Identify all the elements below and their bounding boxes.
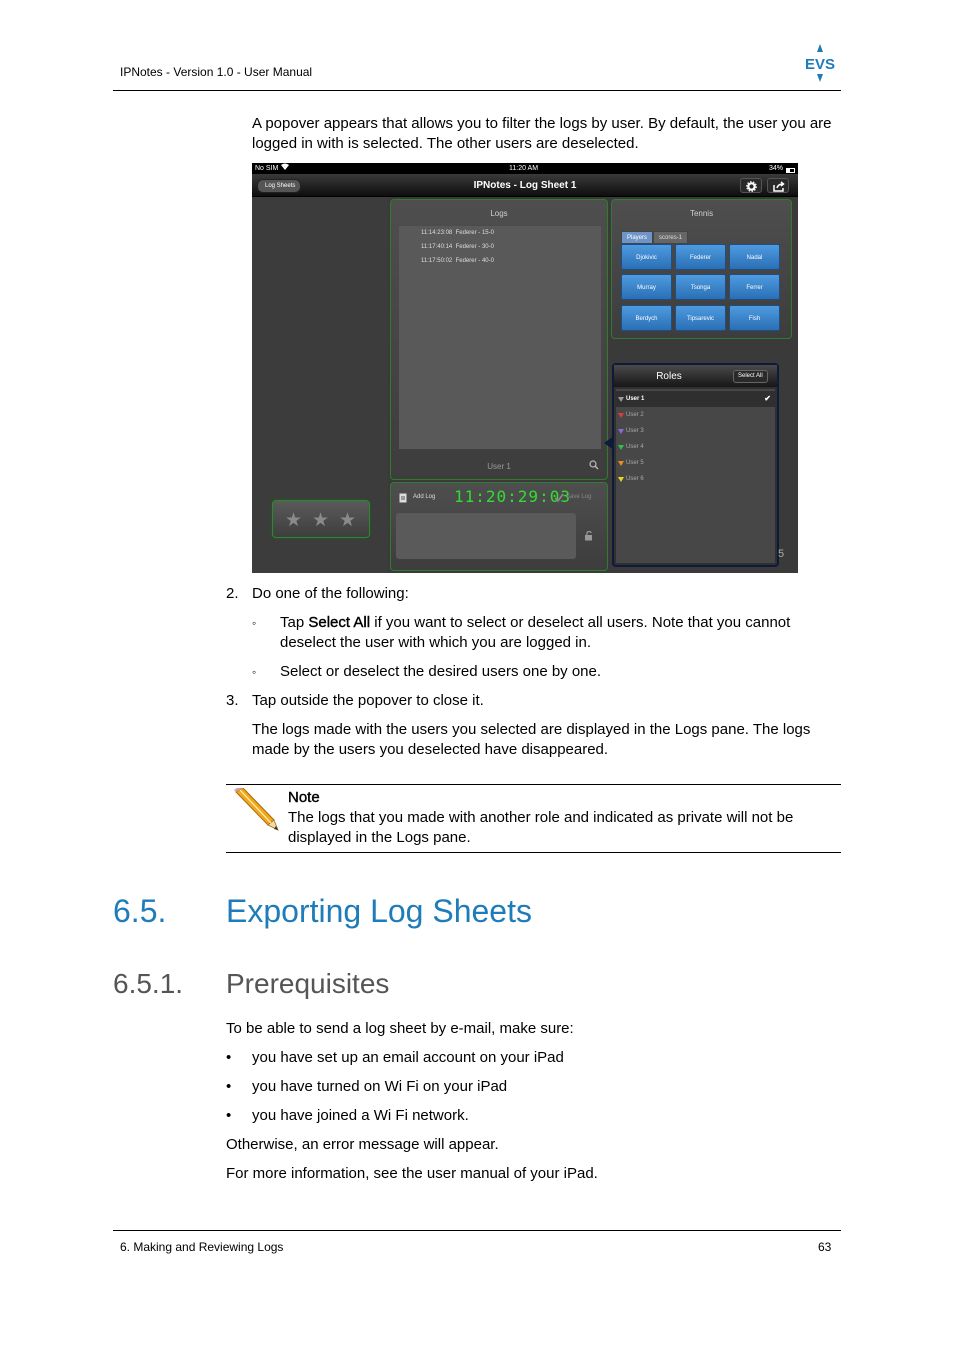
checkmark-icon [554,493,564,502]
logs-title: Logs [490,209,508,218]
log-time: 11:17:40:14 [421,244,453,250]
user-color-marker [618,413,624,418]
role-name: User 2 [626,412,644,418]
player-button[interactable]: Tsonga [675,274,726,300]
result-paragraph: The logs made with the users you selected are displayed in the Logs pane. The logs made by the users you deselected have disappeared. [252,721,811,758]
user-color-marker [618,477,624,482]
section-number: 6.5. [113,893,167,929]
player-button[interactable]: Murray [621,274,672,300]
carrier-label: No SIM [255,165,279,172]
role-name: User 6 [626,476,644,482]
star-icon[interactable]: ★ [312,510,330,531]
tennis-pane [611,199,792,339]
step-text: Do one of the following: [252,585,409,602]
prereq-item: you have joined a Wi Fi network. [252,1107,469,1124]
edge-digit: 5 [778,548,785,560]
add-log-icon[interactable] [399,493,408,503]
bullet-mark: ◦ [252,665,257,679]
star-icon[interactable]: ★ [285,510,303,531]
role-item[interactable] [616,407,775,423]
log-row[interactable] [421,230,494,236]
bullet-mark: ◦ [252,616,257,630]
prereq-lead: To be able to send a log sheet by e-mail, make sure: [226,1020,574,1037]
status-time: 11:20 AM [509,165,539,172]
status-bar [252,163,798,174]
star-icon[interactable]: ★ [339,510,357,531]
roles-title: Roles [656,371,682,382]
recorder-pane [390,482,608,571]
log-text-area[interactable] [396,513,576,559]
footer-rule [113,1230,841,1231]
player-button[interactable]: Tipsarevic [675,305,726,331]
tennis-tabs [621,226,688,239]
ipad-screenshot [252,163,798,573]
log-row[interactable] [421,244,494,250]
logs-pane [390,199,608,480]
player-button[interactable]: Fish [729,305,780,331]
logs-list [399,226,601,449]
user-color-marker [618,445,624,450]
prereq-more-info: For more information, see the user manual of your iPad. [226,1165,598,1182]
prereq-item: you have turned on Wi Fi on your iPad [252,1078,508,1095]
role-item[interactable] [616,423,775,439]
nav-title: IPNotes - Log Sheet 1 [473,180,577,191]
section-title: Exporting Log Sheets [226,893,532,929]
pencil-icon [232,788,280,832]
bullet-mark: • [226,1078,232,1095]
gear-icon [746,181,757,192]
share-button[interactable] [767,178,789,193]
note-top-rule [226,784,841,785]
checkmark-icon: ✔ [764,394,771,403]
intro-paragraph: A popover appears that allows you to filter the logs by user. By default, the user you are logged in with is selected. The other users are deselected. [252,115,832,152]
bullet-text [280,613,840,653]
log-text: Federer - 40-0 [455,258,494,264]
tab-players[interactable]: Players [621,231,653,244]
note-text: The logs that you made with another role and indicated as private will not be displayed in the Logs pane. [288,809,794,846]
subsection-number: 6.5.1. [113,968,184,999]
battery-label: 34% [769,165,784,172]
log-text: Federer - 30-0 [455,244,494,250]
player-button[interactable]: Nadal [729,244,780,270]
bullet-text: Select or deselect the desired users one by one. [280,663,602,680]
step-text: Tap outside the popover to close it. [252,692,484,709]
running-header: IPNotes - Version 1.0 - User Manual [120,65,313,79]
settings-button[interactable] [740,178,762,193]
timecode-clock: 11:20:29:03 [454,487,571,506]
role-name: User 3 [626,428,644,434]
add-log-button[interactable]: Add Log [413,494,436,500]
select-all-button[interactable]: Select All [733,370,768,383]
search-icon[interactable] [589,460,599,470]
role-name: User 1 [626,396,645,402]
bullet-text-pre: Tap [280,614,309,631]
role-item[interactable] [616,455,775,471]
logo-text: EVS [804,56,836,73]
role-name: User 4 [626,444,644,450]
prereq-otherwise: Otherwise, an error message will appear. [226,1136,499,1153]
nav-bar [252,174,798,197]
header-rule [113,90,841,91]
log-sheets-back-button[interactable]: Log Sheets [257,179,301,193]
role-item[interactable] [616,391,775,407]
step-number: 2. [226,585,239,602]
log-time: 11:14:23:08 [421,230,453,236]
role-item[interactable] [616,439,775,455]
roles-popover [612,363,779,567]
player-button[interactable]: Djokivic [621,244,672,270]
save-log-button[interactable]: Save Log [566,494,592,500]
tennis-title: Tennis [689,209,714,218]
user-filter-label[interactable]: User 1 [487,462,511,471]
bullet-mark: • [226,1049,232,1066]
page-number: 63 [818,1240,832,1254]
note-title: Note [288,789,320,806]
user-color-marker [618,397,624,402]
log-text: Federer - 15-0 [455,230,494,236]
wifi-icon [281,163,289,174]
role-item[interactable] [616,471,775,487]
subsection-title: Prerequisites [226,968,390,999]
bullet-text-post: if you want to select or deselect all users. Note that you cannot deselect the user with which you are logged in. [280,614,791,651]
player-button[interactable]: Ferrer [729,274,780,300]
unlock-icon[interactable] [584,531,594,541]
user-color-marker [618,461,624,466]
log-row[interactable] [421,258,494,264]
evs-logo [804,44,836,82]
player-button[interactable]: Federer [675,244,726,270]
roles-list [616,389,775,563]
log-time: 11:17:50:02 [421,258,453,264]
roles-header [614,365,777,387]
step-number: 3. [226,692,239,709]
select-all-reference: Select All [308,614,371,631]
share-icon [773,181,785,192]
rating-stars[interactable] [272,500,370,538]
role-name: User 5 [626,460,644,466]
note-bottom-rule [226,852,841,853]
footer-chapter: 6. Making and Reviewing Logs [120,1240,284,1254]
tab-scores[interactable]: scores-1 [653,231,688,244]
bullet-mark: • [226,1107,232,1124]
player-button[interactable]: Berdych [621,305,672,331]
user-color-marker [618,429,624,434]
prereq-item: you have set up an email account on your iPad [252,1049,564,1066]
